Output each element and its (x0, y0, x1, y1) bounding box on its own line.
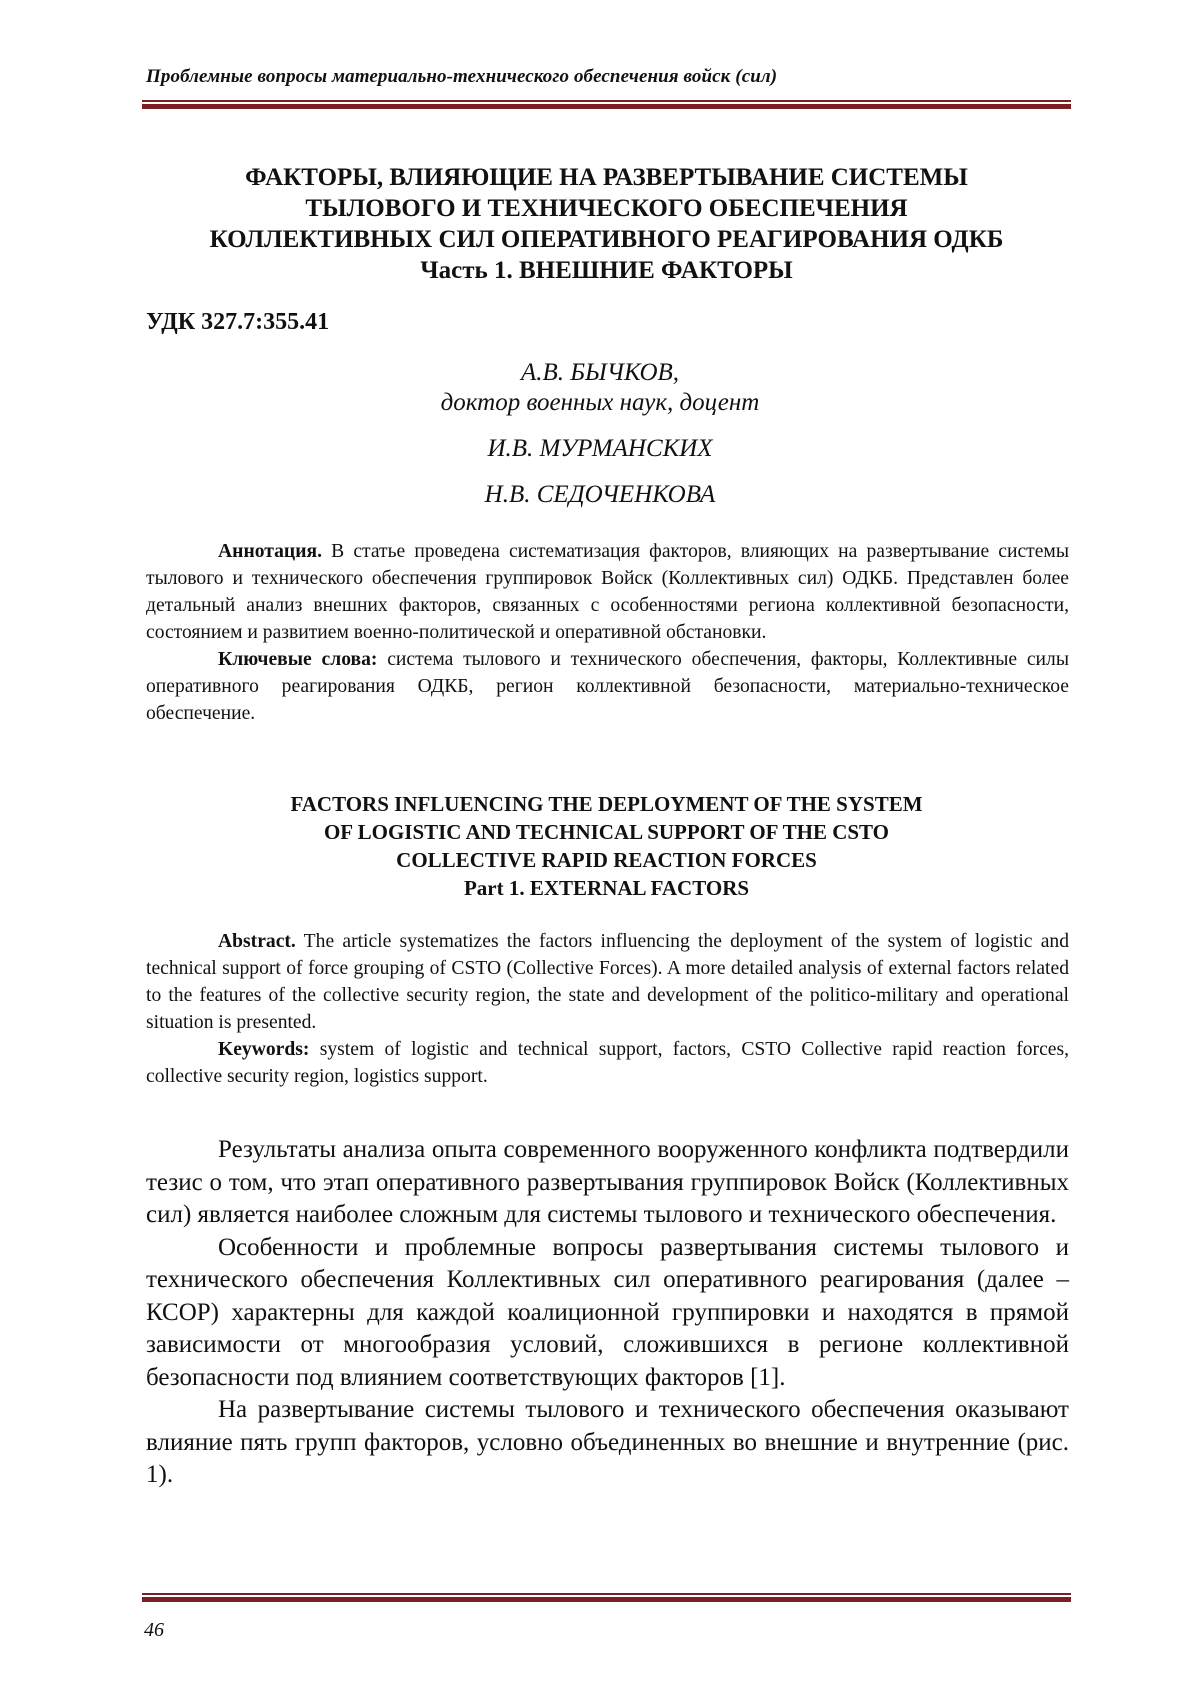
keywords-ru-paragraph (146, 646, 1069, 727)
title-en-line-4: Part 1. EXTERNAL FACTORS (463, 876, 750, 900)
title-ru-line-1: ФАКТОРЫ, ВЛИЯЮЩИЕ НА РАЗВЕРТЫВАНИЕ СИСТЕМЫ (245, 164, 968, 191)
annotation-label: Аннотация. (218, 541, 323, 562)
annotation-text: В статье проведена систематизация факторов, влияющих на развертывание системы тылового и технического обеспечения группировок Войск (Коллективных сил) ОДКБ. Представлен более детальный анализ внешних факторов, связанных с особенностями региона коллективной безопасности, состоянием и развитием военно-политической и оперативной обстановки. (146, 541, 1069, 643)
abstract-text: The article systematizes the factors influencing the deployment of the system of logistic and technical support of force grouping of CSTO (Collective Forces). A more detailed analysis of external factors related to the features of the collective security region, the state and development of the politico-military and operational situation is presented. (146, 931, 1069, 1033)
title-en-line-3: COLLECTIVE RAPID REACTION FORCES (396, 848, 817, 872)
keywords-en-label: Keywords: (218, 1039, 310, 1060)
title-en-line-1: FACTORS INFLUENCING THE DEPLOYMENT OF THE SYSTEM (290, 792, 923, 816)
footer-rule-thin (142, 1593, 1071, 1595)
author-2: И.В. МУРМАНСКИХ (487, 435, 713, 462)
authors-block (400, 358, 800, 510)
keywords-en-text: system of logistic and technical support, factors, CSTO Collective rapid reaction forces, collective security region, logistics support. (146, 1039, 1069, 1087)
running-title: Проблемные вопросы материально-технического обеспечения войск (сил) (146, 66, 778, 87)
body-paragraph-2: Особенности и проблемные вопросы развертывания системы тылового и технического обеспечения Коллективных сил оперативного реагирования (далее – КСОР) характерны для каждой коалиционной группировки и находятся в прямой зависимости от многообразия условий, сложившихся в регионе коллективной безопасности под влиянием соответствующих факторов [1]. (146, 1233, 1069, 1391)
udc-code: УДК 327.7:355.41 (146, 309, 330, 335)
article-body (146, 1134, 1069, 1492)
author-1: А.В. БЫЧКОВ, (520, 359, 680, 386)
footer-rule (142, 1593, 1071, 1602)
author-3: Н.В. СЕДОЧЕНКОВА (484, 481, 716, 508)
keywords-ru-text: система тылового и технического обеспечения, факторы, Коллективные силы оперативного реагирования ОДКБ, регион коллективной безопасности, материально-техническое обеспечение. (146, 649, 1069, 724)
author-1-degree: доктор военных наук, доцент (440, 389, 760, 416)
header-rule (142, 100, 1071, 109)
title-ru-line-3: КОЛЛЕКТИВНЫХ СИЛ ОПЕРАТИВНОГО РЕАГИРОВАНИЯ ОДКБ (209, 226, 1004, 253)
abstract-paragraph (146, 928, 1069, 1036)
title-en-line-2: OF LOGISTIC AND TECHNICAL SUPPORT OF THE CSTO (323, 820, 890, 844)
article-title-en (142, 790, 1071, 902)
body-paragraph-3: На развертывание системы тылового и технического обеспечения оказывают влияние пять групп факторов, условно объединенных во внешние и внутренние (рис. 1). (146, 1396, 1069, 1488)
body-paragraph-1: Результаты анализа опыта современного вооруженного конфликта подтвердили тезис о том, что этап оперативного развертывания группировок Войск (Коллективных сил) является наиболее сложным для системы тылового и технического обеспечения. (146, 1136, 1069, 1228)
abstract-label: Abstract. (218, 931, 296, 952)
page-number: 46 (144, 1619, 164, 1641)
annotation-paragraph (146, 538, 1069, 646)
keywords-ru-label: Ключевые слова: (218, 649, 378, 670)
article-title-ru (142, 162, 1071, 286)
footer-rule-thick (142, 1597, 1071, 1602)
keywords-en-paragraph (146, 1036, 1069, 1090)
title-ru-line-4: Часть 1. ВНЕШНИЕ ФАКТОРЫ (420, 257, 793, 284)
header-rule-thick (142, 104, 1071, 109)
abstract-en (146, 928, 1069, 1090)
title-ru-line-2: ТЫЛОВОГО И ТЕХНИЧЕСКОГО ОБЕСПЕЧЕНИЯ (305, 195, 908, 222)
annotation-ru (146, 538, 1069, 727)
header-rule-thin (142, 100, 1071, 102)
